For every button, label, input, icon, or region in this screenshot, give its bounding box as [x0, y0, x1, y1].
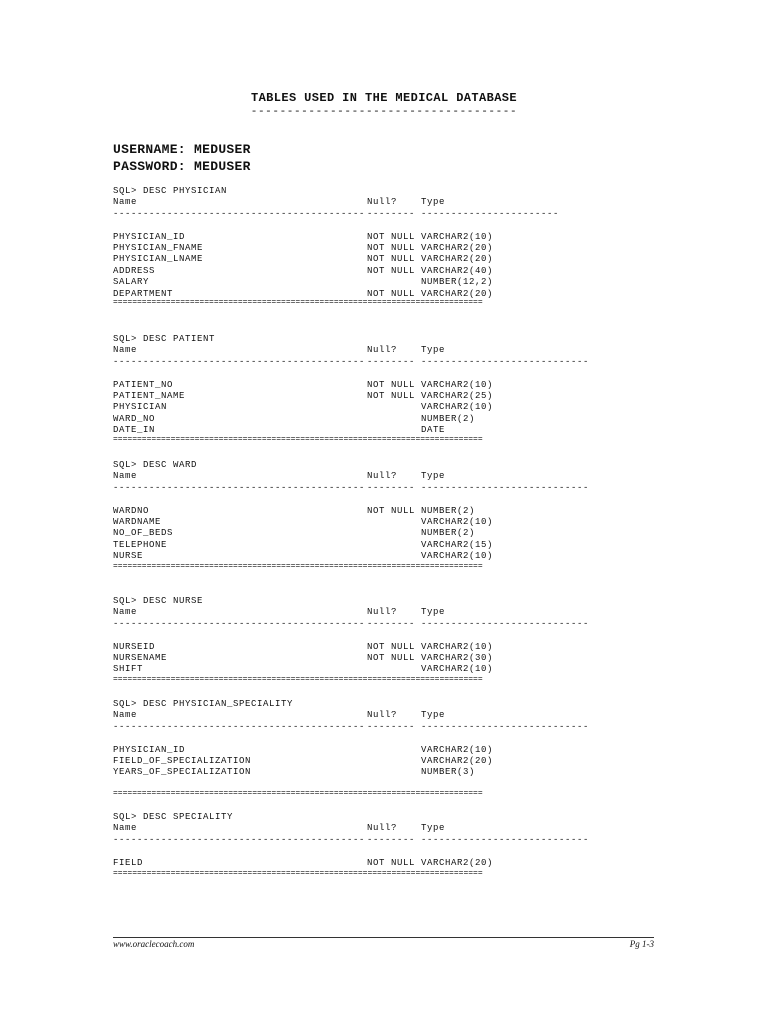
table-row: [113, 642, 603, 653]
column-name: FIELD: [113, 857, 144, 868]
column-type: VARCHAR2(10): [421, 664, 494, 675]
sql-command: SQL> DESC PATIENT: [113, 334, 216, 344]
table-row: [113, 243, 603, 254]
column-type: VARCHAR2(20): [421, 857, 494, 868]
column-name: PHYSICIAN_ID: [113, 744, 186, 755]
table-row: [113, 528, 603, 539]
header-name: Name: [113, 471, 138, 482]
column-name: PATIENT_NAME: [113, 390, 186, 401]
dash-type: ----------------------------: [421, 482, 590, 493]
table-desc-ward: [113, 460, 603, 563]
column-name: PATIENT_NO: [113, 379, 174, 390]
table-desc-nurse: [113, 596, 603, 676]
dash-name: ------------------------------------------: [113, 208, 366, 219]
header-null: Null?: [367, 197, 398, 208]
header-null: Null?: [367, 823, 398, 834]
column-name: PHYSICIAN_LNAME: [113, 254, 204, 265]
column-type: VARCHAR2(40): [421, 265, 494, 276]
column-null: [367, 402, 421, 413]
column-name: WARD_NO: [113, 413, 156, 424]
column-name: PHYSICIAN: [113, 402, 168, 413]
column-name: SHIFT: [113, 664, 144, 675]
column-type: NUMBER(2): [421, 528, 476, 539]
table-row: [113, 756, 603, 767]
column-type: NUMBER(2): [421, 413, 476, 424]
column-null: [367, 540, 421, 551]
header-name: Name: [113, 823, 138, 834]
table-row: [113, 277, 603, 288]
dash-null: --------: [367, 834, 416, 845]
username-line: USERNAME: MEDUSER: [113, 142, 251, 157]
column-null: [367, 517, 421, 528]
table-desc-physician-speciality: [113, 699, 603, 779]
column-null: NOT NULL: [367, 265, 416, 276]
column-type: VARCHAR2(10): [421, 516, 494, 527]
column-name: WARDNO: [113, 505, 150, 516]
document-title: TABLES USED IN THE MEDICAL DATABASE: [250, 91, 518, 105]
column-null: NOT NULL: [367, 505, 416, 516]
column-name: NURSE: [113, 551, 144, 562]
table-row: [113, 254, 603, 265]
column-name: PHYSICIAN_FNAME: [113, 242, 204, 253]
column-name: NURSENAME: [113, 652, 168, 663]
header-type: Type: [421, 823, 446, 834]
column-header-row: [113, 471, 603, 482]
header-name: Name: [113, 607, 138, 618]
column-null: NOT NULL: [367, 652, 416, 663]
column-name: ADDRESS: [113, 265, 156, 276]
table-row: [113, 653, 603, 664]
sql-command: SQL> DESC WARD: [113, 460, 198, 470]
column-type: VARCHAR2(25): [421, 390, 494, 401]
dash-name: ------------------------------------------: [113, 721, 366, 732]
table-row: [113, 540, 603, 551]
table-row: [113, 266, 603, 277]
column-null: [367, 767, 421, 778]
column-type: DATE: [421, 425, 446, 436]
header-name: Name: [113, 345, 138, 356]
header-type: Type: [421, 607, 446, 618]
column-type: VARCHAR2(10): [421, 402, 494, 413]
header-type: Type: [421, 345, 446, 356]
table-row: [113, 858, 603, 869]
column-name: SALARY: [113, 277, 150, 288]
dash-name: ------------------------------------------: [113, 618, 366, 629]
header-null: Null?: [367, 471, 398, 482]
dash-row: [113, 619, 603, 630]
header-name: Name: [113, 197, 138, 208]
column-type: VARCHAR2(10): [421, 551, 494, 562]
password-line: PASSWORD: MEDUSER: [113, 159, 251, 174]
column-header-row: [113, 710, 603, 721]
dash-name: ------------------------------------------: [113, 482, 366, 493]
column-null: [367, 551, 421, 562]
column-name: TELEPHONE: [113, 539, 168, 550]
column-null: [367, 756, 421, 767]
column-null: NOT NULL: [367, 641, 416, 652]
table-row: [113, 745, 603, 756]
header-type: Type: [421, 710, 446, 721]
column-name: YEARS_OF_SPECIALIZATION: [113, 767, 252, 778]
column-null: [367, 528, 421, 539]
column-null: NOT NULL: [367, 379, 416, 390]
section-separator: =============================================================================: [113, 869, 483, 878]
column-null: NOT NULL: [367, 857, 416, 868]
table-row: [113, 767, 603, 778]
dash-row: [113, 357, 603, 368]
column-type: NUMBER(2): [421, 505, 476, 516]
footer-rule: [113, 937, 654, 938]
column-type: VARCHAR2(20): [421, 254, 494, 265]
table-row: [113, 551, 603, 562]
header-null: Null?: [367, 710, 398, 721]
header-type: Type: [421, 197, 446, 208]
footer-page-number: Pg 1-3: [629, 939, 654, 949]
section-separator: =============================================================================: [113, 675, 483, 684]
dash-type: ----------------------------: [421, 618, 590, 629]
column-header-row: [113, 607, 603, 618]
dash-row: [113, 835, 603, 846]
column-null: NOT NULL: [367, 231, 416, 242]
column-name: DATE_IN: [113, 425, 156, 436]
header-null: Null?: [367, 345, 398, 356]
sql-command: SQL> DESC NURSE: [113, 596, 204, 606]
column-null: [367, 414, 421, 425]
column-null: [367, 277, 421, 288]
dash-row: [113, 209, 603, 220]
title-underline: -------------------------------------: [250, 106, 518, 118]
table-row: [113, 506, 603, 517]
column-name: FIELD_OF_SPECIALIZATION: [113, 755, 252, 766]
column-type: VARCHAR2(10): [421, 379, 494, 390]
sql-command: SQL> DESC PHYSICIAN_SPECIALITY: [113, 699, 294, 709]
table-row: [113, 414, 603, 425]
header-null: Null?: [367, 607, 398, 618]
column-name: WARDNAME: [113, 516, 162, 527]
table-desc-speciality: [113, 812, 603, 869]
column-type: VARCHAR2(20): [421, 288, 494, 299]
dash-type: -----------------------: [421, 208, 560, 219]
section-separator: =============================================================================: [113, 562, 483, 571]
section-separator: =============================================================================: [113, 789, 483, 798]
dash-name: ------------------------------------------: [113, 834, 366, 845]
column-name: NO_OF_BEDS: [113, 528, 174, 539]
column-null: NOT NULL: [367, 288, 416, 299]
table-row: [113, 391, 603, 402]
dash-row: [113, 483, 603, 494]
column-type: NUMBER(12,2): [421, 277, 494, 288]
header-name: Name: [113, 710, 138, 721]
column-type: VARCHAR2(20): [421, 755, 494, 766]
dash-null: --------: [367, 356, 416, 367]
column-type: VARCHAR2(20): [421, 242, 494, 253]
column-header-row: [113, 345, 603, 356]
table-row: [113, 402, 603, 413]
sql-command: SQL> DESC PHYSICIAN: [113, 186, 228, 196]
column-type: VARCHAR2(10): [421, 231, 494, 242]
dash-type: ----------------------------: [421, 356, 590, 367]
sql-command: SQL> DESC SPECIALITY: [113, 812, 234, 822]
column-null: [367, 745, 421, 756]
column-header-row: [113, 823, 603, 834]
header-type: Type: [421, 471, 446, 482]
column-type: VARCHAR2(10): [421, 641, 494, 652]
dash-null: --------: [367, 618, 416, 629]
column-null: NOT NULL: [367, 390, 416, 401]
dash-name: ------------------------------------------: [113, 356, 366, 367]
dash-null: --------: [367, 208, 416, 219]
footer-website: www.oraclecoach.com: [113, 939, 195, 949]
column-name: NURSEID: [113, 641, 156, 652]
column-name: PHYSICIAN_ID: [113, 231, 186, 242]
table-row: [113, 232, 603, 243]
dash-type: ----------------------------: [421, 834, 590, 845]
column-null: NOT NULL: [367, 242, 416, 253]
column-name: DEPARTMENT: [113, 288, 174, 299]
column-type: VARCHAR2(30): [421, 652, 494, 663]
table-desc-physician: [113, 186, 603, 300]
column-type: VARCHAR2(15): [421, 539, 494, 550]
section-separator: =============================================================================: [113, 435, 483, 444]
column-type: NUMBER(3): [421, 767, 476, 778]
table-row: [113, 517, 603, 528]
table-desc-patient: [113, 334, 603, 437]
section-separator: =============================================================================: [113, 298, 483, 307]
column-type: VARCHAR2(10): [421, 744, 494, 755]
dash-type: ----------------------------: [421, 721, 590, 732]
column-null: NOT NULL: [367, 254, 416, 265]
dash-row: [113, 722, 603, 733]
dash-null: --------: [367, 482, 416, 493]
table-row: [113, 380, 603, 391]
dash-null: --------: [367, 721, 416, 732]
column-header-row: [113, 197, 603, 208]
